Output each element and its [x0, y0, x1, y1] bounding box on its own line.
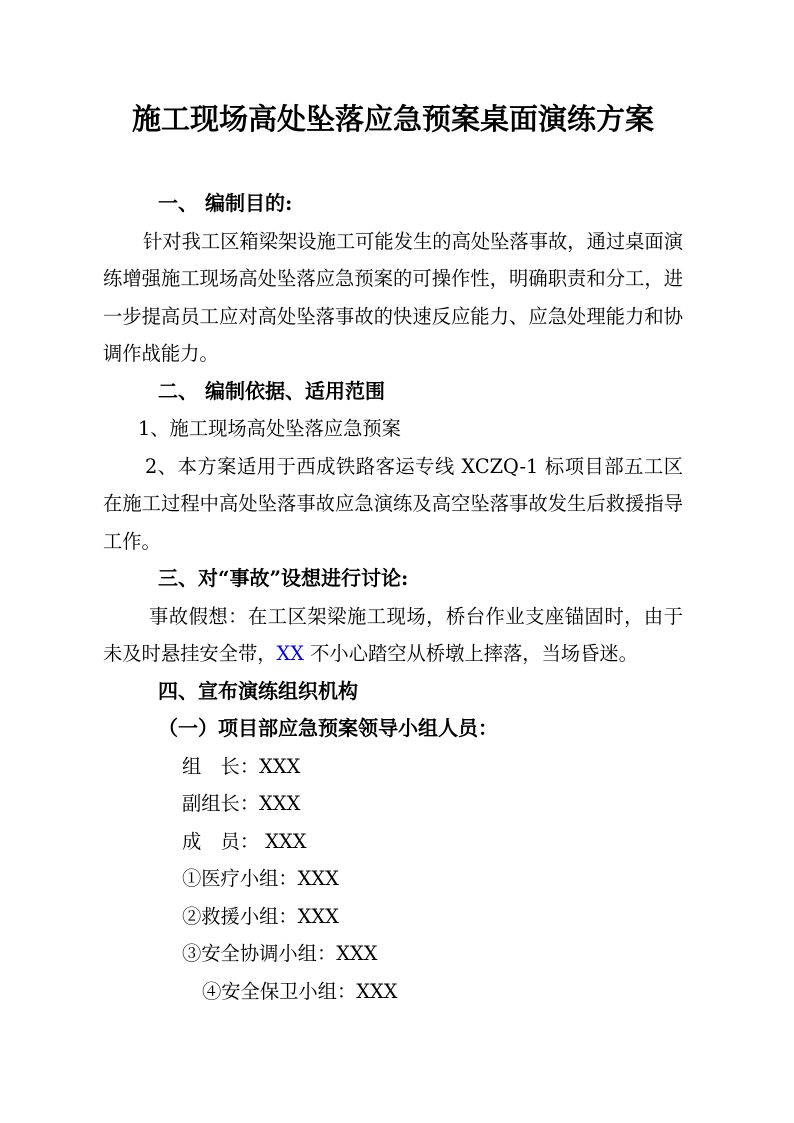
roster-team-safety-coordination: ③安全协调小组：XXX	[182, 942, 378, 965]
roster-team-rescue: ②救援小组：XXX	[182, 904, 339, 928]
section4-heading: 四、宣布演练组织机构	[158, 678, 358, 703]
section4-subheading: （一）项目部应急预案领导小组人员：	[158, 716, 498, 740]
section2-item1: 1、施工现场高处坠落应急预案	[138, 417, 401, 440]
roster-deputy-leader: 副组长：XXX	[182, 792, 301, 815]
section1-heading: 一、 编制目的:	[158, 191, 293, 215]
document-body	[103, 185, 683, 1010]
document-title: 施工现场高处坠落应急预案桌面演练方案	[131, 102, 654, 136]
scenario-text-prefix: 事故假想：在工区架梁施工现场，桥台作业支座锚固时，由于未及时悬挂安全带，	[103, 604, 683, 665]
section2-heading: 二、 编制依据、适用范围	[158, 378, 385, 403]
roster-team-medical: ①医疗小组：XXX	[182, 867, 339, 890]
section1-paragraph: 针对我工区箱梁架设施工可能发生的高处坠落事故，通过桌面演练增强施工现场高处坠落应急预案的可操作性，明确职责和分工，进一步提高员工应对高处坠落事故的快速反应能力、应急处理能力和协调作战能力。	[103, 229, 683, 365]
roster-members: 成 员： XXX	[182, 829, 307, 853]
section3-heading: 三、对“事故”设想进行讨论:	[158, 566, 409, 590]
scenario-text-suffix: 不小心踏空从桥墩上摔落，当场昏迷。	[304, 642, 638, 665]
scenario-highlight-name: XX	[276, 642, 304, 665]
scenario-paragraph	[103, 598, 683, 673]
section2-item2: 2、本方案适用于西成铁路客运专线 XCZQ-1 标项目部五工区在施工过程中高处坠落事故应急演练及高空坠落事故发生后救援指导工作。	[103, 454, 683, 553]
roster-team-security: ④安全保卫小组：XXX	[202, 979, 398, 1003]
roster-leader: 组 长：XXX	[182, 754, 301, 778]
